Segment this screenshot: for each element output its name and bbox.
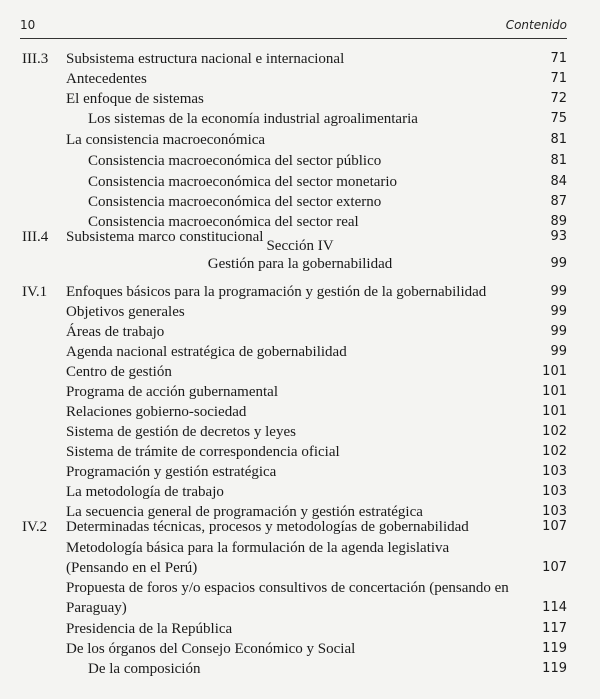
entry-title: Consistencia macroeconómica del sector monetario — [88, 174, 398, 190]
entry-page: 99 — [550, 284, 567, 299]
toc-entry — [0, 558, 600, 578]
page-header — [20, 18, 567, 38]
entry-title: Programa de acción gubernamental — [66, 384, 278, 400]
entry-page: 102 — [542, 444, 567, 459]
entry-title: Áreas de trabajo — [66, 324, 165, 340]
entry-title: Sistema de trámite de correspondencia oficial — [66, 444, 340, 460]
toc-entry — [0, 282, 600, 302]
entry-title: Centro de gestión — [66, 364, 172, 380]
toc-entry — [0, 49, 600, 69]
entry-page: 119 — [542, 661, 567, 676]
entry-page: 101 — [542, 364, 567, 379]
entry-title: Sistema de gestión de decretos y leyes — [66, 424, 296, 440]
entry-title: Consistencia macroeconómica del sector real — [88, 214, 359, 230]
toc-entry — [0, 462, 600, 482]
toc-entry — [0, 538, 600, 558]
entry-title: La consistencia macroeconómica — [66, 132, 266, 148]
entry-page: 71 — [550, 51, 567, 66]
entry-title: De los órganos del Consejo Económico y Social — [66, 641, 356, 657]
entry-page: 89 — [550, 214, 567, 229]
entry-title: Metodología básica para la formulación de la agenda legislativa — [66, 540, 450, 556]
entry-title: Objetivos generales — [66, 304, 185, 320]
toc-entry — [0, 322, 600, 342]
entry-title: Presidencia de la República — [66, 621, 233, 637]
entry-page: 75 — [550, 111, 567, 126]
running-title: Contenido — [505, 18, 567, 32]
toc-entry — [0, 442, 600, 462]
entry-page: 114 — [542, 600, 567, 615]
entry-title: Consistencia macroeconómica del sector externo — [88, 194, 382, 210]
toc-entry — [0, 639, 600, 659]
toc-entry — [0, 130, 600, 150]
entry-page: 107 — [542, 560, 567, 575]
entry-number: IV.1 — [22, 284, 48, 300]
toc-entry — [0, 402, 600, 422]
entry-page: 84 — [550, 174, 567, 189]
toc-entry — [0, 192, 600, 212]
header-rule — [20, 38, 567, 39]
entry-page: 119 — [542, 641, 567, 656]
toc-entry — [0, 619, 600, 639]
toc-entry — [0, 659, 600, 679]
page-number: 10 — [20, 18, 36, 32]
entry-page: 81 — [550, 153, 567, 168]
entry-title: Antecedentes — [66, 71, 147, 87]
toc-entry — [0, 342, 600, 362]
entry-title: Propuesta de foros y/o espacios consultivos de concertación (pensando en — [66, 580, 509, 596]
entry-page: 101 — [542, 384, 567, 399]
entry-title: Subsistema estructura nacional e internacional — [66, 51, 345, 67]
toc-entry — [0, 578, 600, 598]
entry-page: 103 — [542, 484, 567, 499]
entry-page: 72 — [550, 91, 567, 106]
entry-number: IV.2 — [22, 519, 48, 535]
entry-page: 99 — [550, 344, 567, 359]
entry-page: 103 — [542, 504, 567, 519]
entry-page: 99 — [550, 304, 567, 319]
toc-entry — [0, 422, 600, 442]
toc-entry — [0, 69, 600, 89]
section-title: Gestión para la gobernabilidad — [207, 256, 393, 272]
toc-entry — [0, 598, 600, 618]
entry-page: 81 — [550, 132, 567, 147]
entry-page: 103 — [542, 464, 567, 479]
entry-number: III.3 — [22, 51, 49, 67]
entry-title: La metodología de trabajo — [66, 484, 224, 500]
entry-title: (Pensando en el Perú) — [66, 560, 198, 576]
toc-entry — [0, 109, 600, 129]
entry-title: De la composición — [88, 661, 201, 677]
entry-page: 102 — [542, 424, 567, 439]
entry-page: 99 — [550, 324, 567, 339]
entry-title: Consistencia macroeconómica del sector público — [88, 153, 382, 169]
entry-title: Subsistema marco constitucional — [66, 229, 264, 245]
entry-title: El enfoque de sistemas — [66, 91, 204, 107]
entry-title: Enfoques básicos para la programación y gestión de la gobernabilidad — [66, 284, 487, 300]
toc-entry — [0, 517, 600, 537]
entry-title: Relaciones gobierno-sociedad — [66, 404, 247, 420]
toc-entry — [0, 151, 600, 171]
section-page-row — [0, 254, 600, 274]
toc-entry — [0, 362, 600, 382]
toc-entry — [0, 172, 600, 192]
entry-title: La secuencia general de programación y gestión estratégica — [66, 504, 423, 520]
entry-page: 117 — [542, 621, 567, 636]
entry-page: 71 — [550, 71, 567, 86]
entry-title: Determinadas técnicas, procesos y metodologías de gobernabilidad — [66, 519, 469, 535]
entry-title: Los sistemas de la economía industrial agroalimentaria — [88, 111, 418, 127]
entry-page: 93 — [550, 229, 567, 244]
section-page: 99 — [550, 256, 567, 271]
toc-entry — [0, 382, 600, 402]
toc-entry — [0, 482, 600, 502]
entry-number: III.4 — [22, 229, 49, 245]
entry-title: Agenda nacional estratégica de gobernabilidad — [66, 344, 347, 360]
entry-title: Programación y gestión estratégica — [66, 464, 277, 480]
section-label: Sección IV — [266, 238, 334, 254]
entry-title: Paraguay) — [66, 600, 127, 616]
toc-entry — [0, 302, 600, 322]
entry-page: 101 — [542, 404, 567, 419]
toc-entry — [0, 89, 600, 109]
entry-page: 107 — [542, 519, 567, 534]
entry-page: 87 — [550, 194, 567, 209]
